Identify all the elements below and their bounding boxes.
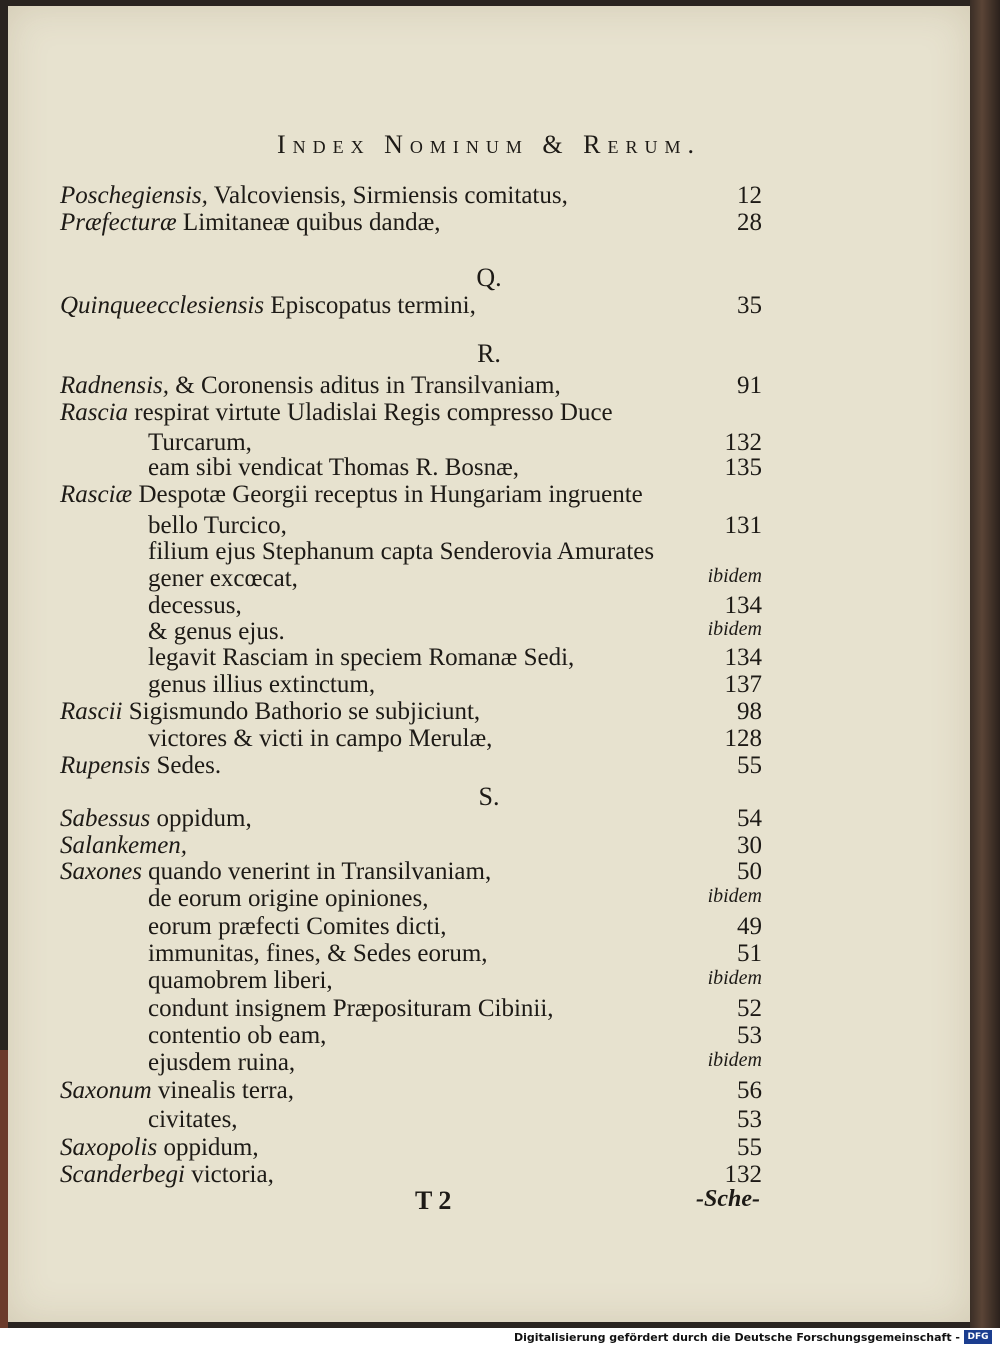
index-entry (8, 752, 970, 782)
page-reference: ibidem (707, 885, 762, 907)
index-entry (8, 913, 970, 943)
section-letter: R. (477, 339, 501, 368)
index-entry (8, 454, 970, 484)
page-reference: ibidem (707, 1049, 762, 1071)
index-entry (8, 209, 970, 239)
entry-text: Turcarum, (148, 429, 252, 456)
entry-headword: Rupensis (60, 752, 151, 779)
index-entry (8, 292, 970, 322)
index-entry (8, 1106, 970, 1136)
entry-text: Valcoviensis, Sirmiensis comitatus, (213, 182, 568, 209)
page-reference: 135 (724, 454, 762, 481)
page-reference: ibidem (707, 967, 762, 989)
index-entry (8, 698, 970, 728)
index-entry (8, 967, 970, 997)
page-reference: 132 (724, 1161, 762, 1188)
footer-text: Digitalisierung gefördert durch die Deutsche Forschungsgemeinschaft - (513, 1331, 960, 1344)
index-entry (8, 1077, 970, 1107)
index-entry (8, 644, 970, 674)
entry-headword: Scanderbegi (60, 1161, 185, 1188)
entry-headword: Rasciæ (60, 481, 133, 508)
entry-headword: Saxonum (60, 1077, 152, 1104)
entry-text: & Coronensis aditus in Transilvaniam, (175, 372, 561, 399)
entry-headword: Saxones (60, 858, 142, 885)
page-reference: 28 (737, 209, 762, 236)
entry-headword: Saxopolis (60, 1134, 158, 1161)
entry-text: ejusdem ruina, (148, 1049, 296, 1076)
index-entry (8, 372, 970, 402)
entry-text: vinealis terra, (157, 1077, 294, 1104)
page-reference: 30 (737, 832, 762, 859)
page-reference: 91 (737, 372, 762, 399)
page-reference: 52 (737, 995, 762, 1022)
entry-text: oppidum, (156, 805, 252, 832)
entry-text: civitates, (148, 1106, 238, 1133)
entry-text: filium ejus Stephanum capta Senderovia Amurates (148, 538, 655, 565)
catchword: -Sche- (696, 1186, 760, 1212)
index-entry (8, 885, 970, 915)
page-reference: ibidem (707, 565, 762, 587)
index-entry (8, 565, 970, 595)
entry-text: Sedes. (156, 752, 222, 779)
page-reference: 53 (737, 1106, 762, 1133)
entry-text: eorum præfecti Comites dicti, (148, 913, 447, 940)
page-reference: 50 (737, 858, 762, 885)
entry-text: condunt insignem Præposituram Cibinii, (148, 995, 554, 1022)
entry-text: oppidum, (163, 1134, 259, 1161)
entry-text: Limitaneæ quibus dandæ, (182, 209, 441, 236)
entry-text: de eorum origine opiniones, (148, 885, 429, 912)
index-entry (8, 1134, 970, 1164)
page-reference: 134 (724, 592, 762, 619)
page-reference: 49 (737, 913, 762, 940)
index-entry (8, 858, 970, 888)
dfg-logo: DFG (964, 1330, 992, 1344)
entry-text: Sigismundo Bathorio se subjiciunt, (128, 698, 481, 725)
index-entry (8, 725, 970, 755)
entry-text: quando venerint in Transilvaniam, (148, 858, 492, 885)
section-letter: Q. (476, 263, 502, 292)
entry-text: victoria, (191, 1161, 274, 1188)
entry-text: & genus ejus. (148, 618, 285, 645)
entry-text: gener excœcat, (148, 565, 298, 592)
signature-mark: T 2 (415, 1186, 452, 1215)
entry-headword: Quinqueecclesiensis (60, 292, 265, 319)
page-reference: 56 (737, 1077, 762, 1104)
entry-headword: Rascii (60, 698, 123, 725)
entry-text: bello Turcico, (148, 512, 287, 539)
entry-text: eam sibi vendicat Thomas R. Bosnæ, (148, 454, 520, 481)
entry-text: contentio ob eam, (148, 1022, 327, 1049)
page-edge (970, 0, 1000, 1328)
page-reference: 132 (724, 429, 762, 456)
entry-text: quamobrem liberi, (148, 967, 333, 994)
page-reference: 12 (737, 182, 762, 209)
entry-text: respirat virtute Uladislai Regis compresso Duce (134, 399, 613, 426)
index-entry (8, 182, 970, 212)
page-reference: ibidem (707, 618, 762, 640)
entry-headword: Rascia (60, 399, 129, 426)
entry-text: decessus, (148, 592, 242, 619)
entry-headword: Salankemen, (60, 832, 188, 859)
page-reference: 128 (724, 725, 762, 752)
entry-headword: Poschegiensis, (60, 182, 208, 209)
entry-text: Episcopatus termini, (270, 292, 476, 319)
entry-headword: Radnensis, (60, 372, 170, 399)
index-entry (8, 671, 970, 701)
page-reference: 55 (737, 752, 762, 779)
index-entry (8, 538, 970, 568)
entry-text: immunitas, fines, & Sedes eorum, (148, 940, 488, 967)
index-entry (8, 481, 970, 511)
page-reference: 55 (737, 1134, 762, 1161)
page-reference: 131 (724, 512, 762, 539)
index-entry (8, 1161, 970, 1191)
page-reference: 51 (737, 940, 762, 967)
entry-text: legavit Rasciam in speciem Romanæ Sedi, (148, 644, 575, 671)
page-reference: 35 (737, 292, 762, 319)
binding-mark (0, 1050, 8, 1328)
page-reference: 134 (724, 644, 762, 671)
page-reference: 54 (737, 805, 762, 832)
index-entry (8, 940, 970, 970)
entry-text: Despotæ Georgii receptus in Hungariam ingruente (138, 481, 643, 508)
index-entry (8, 805, 970, 835)
page-reference: 137 (724, 671, 762, 698)
entry-text: victores & victi in campo Merulæ, (148, 725, 493, 752)
book-page (8, 6, 970, 1322)
page-reference: 98 (737, 698, 762, 725)
entry-text: genus illius extinctum, (148, 671, 376, 698)
index-entry (8, 1049, 970, 1079)
index-entry (8, 399, 970, 429)
section-letter: S. (478, 782, 500, 811)
page-header: Index Nominum & Rerum. (277, 130, 701, 159)
index-entry (8, 995, 970, 1025)
page-reference: 53 (737, 1022, 762, 1049)
index-entry (8, 1022, 970, 1052)
entry-headword: Sabessus (60, 805, 151, 832)
entry-headword: Præfecturæ (60, 209, 177, 236)
